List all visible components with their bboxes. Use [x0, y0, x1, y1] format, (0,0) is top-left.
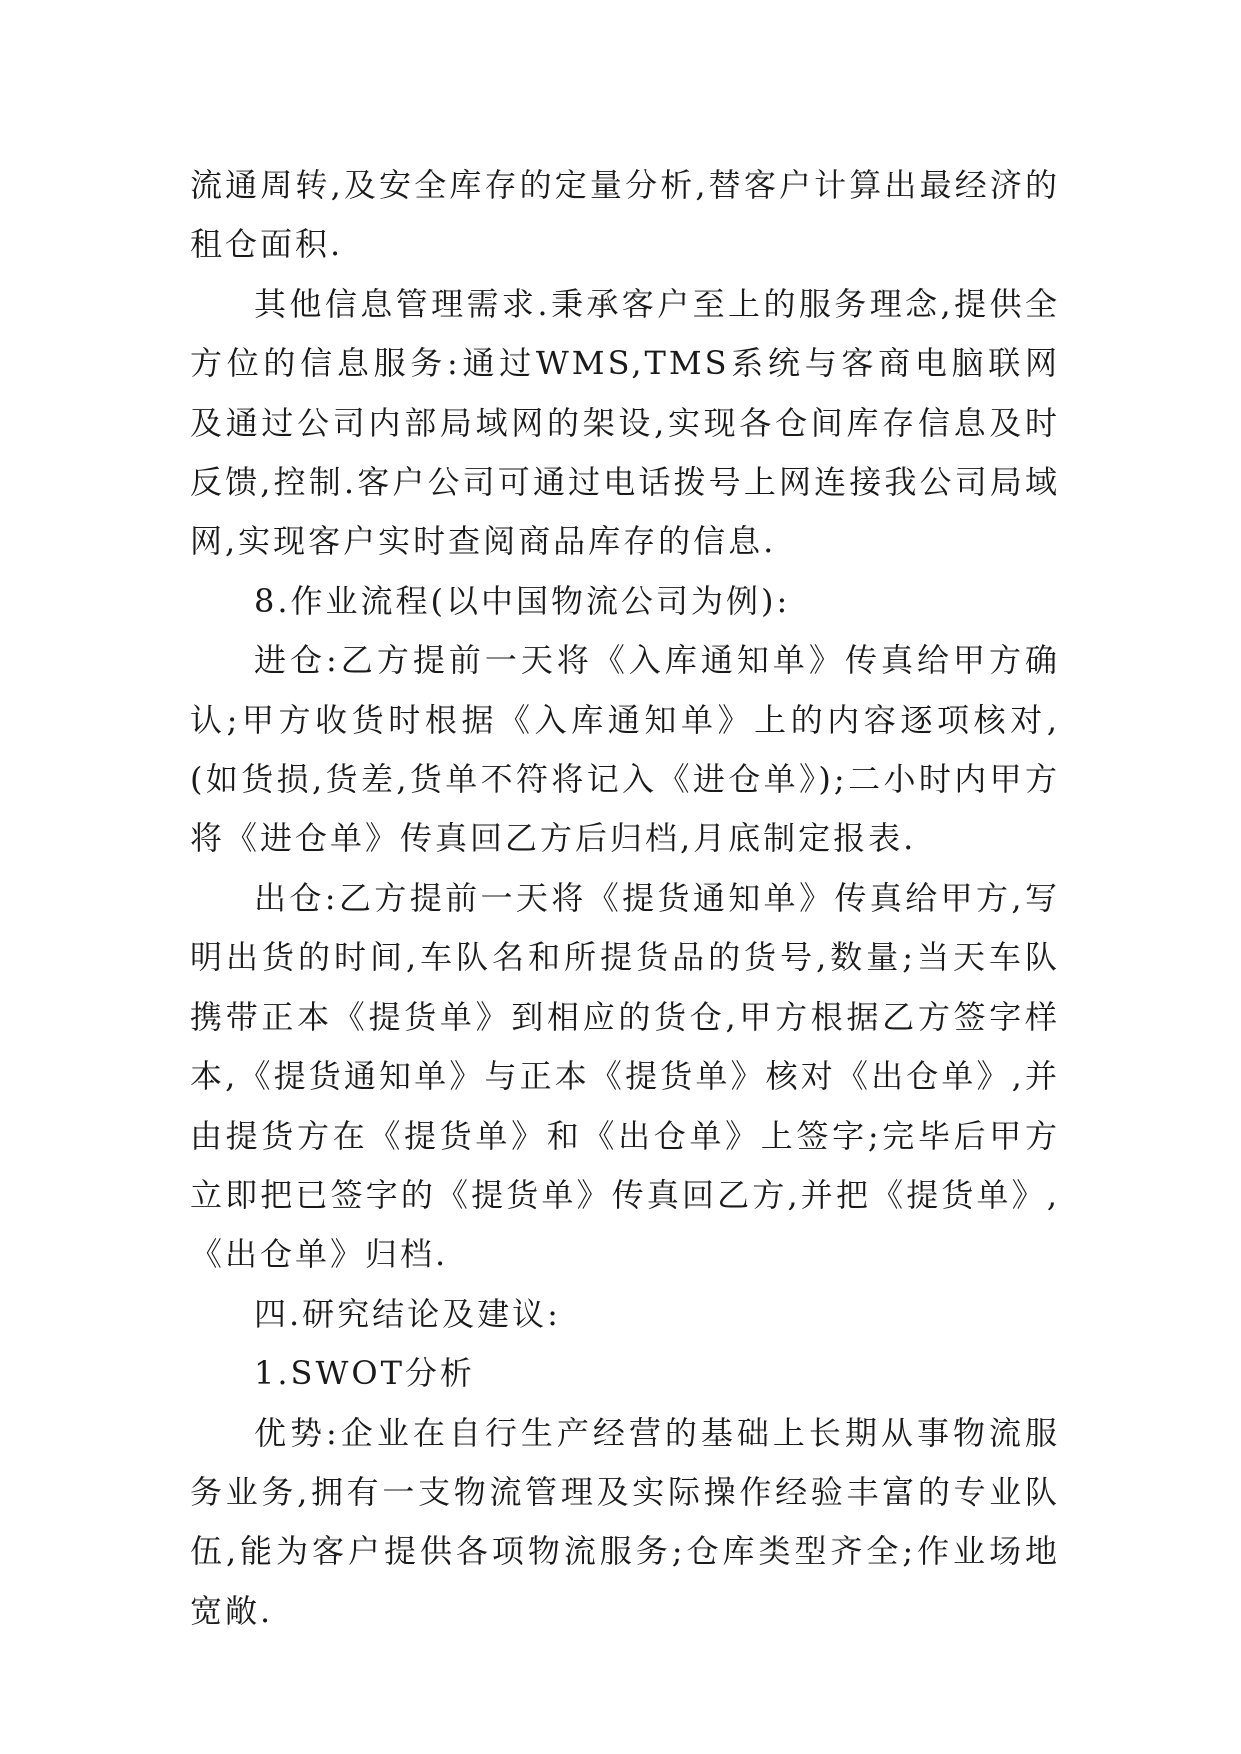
- paragraph-info-management: 其他信息管理需求.秉承客户至上的服务理念,提供全方位的信息服务:通过WMS,TMS系统与客商电脑联网及通过公司内部局域网的架设,实现各仓间库存信息及时反馈,控制.客户公司可通过电话拨号上网连接我公司局域网,实现客户实时查阅商品库存的信息.: [190, 284, 1060, 561]
- section-heading-conclusions: 四.研究结论及建议:: [254, 1294, 561, 1333]
- paragraph-inbound: 进仓:乙方提前一天将《入库通知单》传真给甲方确认;甲方收货时根据《入库通知单》上的内容逐项核对,(如货损,货差,货单不符将记入《进仓单》);二小时内甲方将《进仓单》传真回乙方后归档,月底制定报表.: [190, 641, 1060, 858]
- document-body: [190, 156, 1060, 1641]
- paragraph-rental-area: 流通周转,及安全库存的定量分析,替客户计算出最经济的租仓面积.: [190, 166, 1060, 264]
- paragraph-outbound: 出仓:乙方提前一天将《提货通知单》传真给甲方,写明出货的时间,车队名和所提货品的货号,数量;当天车队携带正本《提货单》到相应的货仓,甲方根据乙方签字样本,《提货通知单》与正本《提货单》核对《出仓单》,并由提货方在《提货单》和《出仓单》上签字;完毕后甲方立即把已签字的《提货单》传真回乙方,并把《提货单》,《出仓单》归档.: [190, 878, 1060, 1274]
- paragraph-workflow-heading: 8.作业流程(以中国物流公司为例):: [254, 581, 791, 620]
- paragraph-strengths: 优势:企业在自行生产经营的基础上长期从事物流服务业务,拥有一支物流管理及实际操作经验丰富的专业队伍,能为客户提供各项物流服务;仓库类型齐全;作业场地宽敞.: [190, 1413, 1060, 1630]
- subheading-swot: 1.SWOT分析: [254, 1354, 475, 1393]
